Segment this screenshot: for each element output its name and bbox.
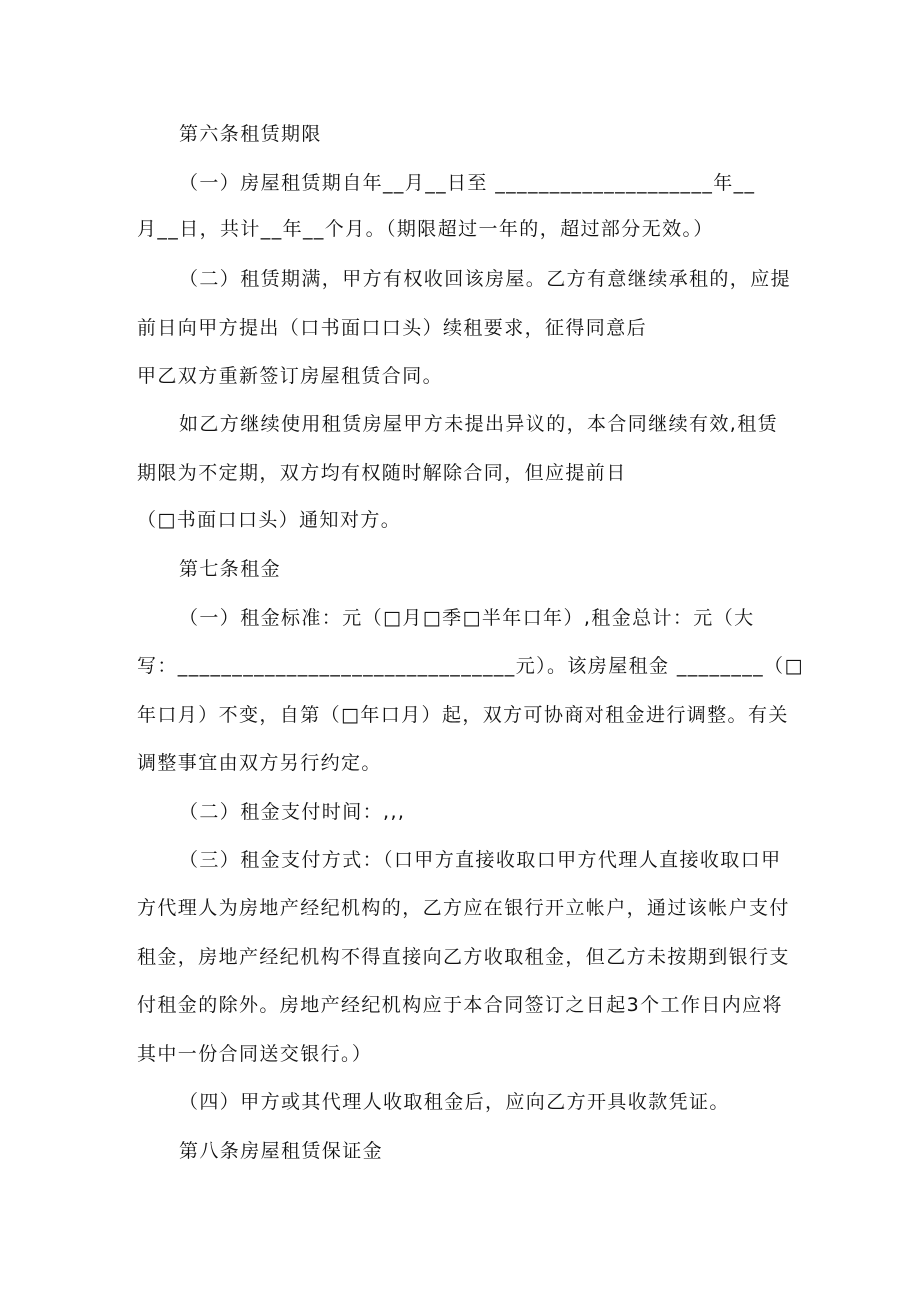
paragraph-line: 租金，房地产经纪机构不得直接向乙方收取租金，但乙方未按期到银行支	[137, 946, 790, 968]
paragraph-line: 如乙方继续使用租赁房屋甲方未提出异议的，本合同继续有效,租赁	[179, 413, 779, 435]
paragraph-line: （二）租金支付时间：,,,	[179, 801, 406, 823]
paragraph-line: （二）租赁期满，甲方有权收回该房屋。乙方有意继续承租的，应提	[179, 268, 792, 290]
article-8-heading: 第八条房屋租赁保证金	[179, 1140, 384, 1162]
paragraph-line: 甲乙双方重新签订房屋租赁合同。	[137, 365, 444, 387]
paragraph-line: （一）房屋租赁期自年__月__日至 ____________________年__	[179, 172, 756, 194]
paragraph-line: 前日向甲方提出（口书面口口头）续租要求，征得同意后	[137, 317, 648, 339]
article-6-heading: 第六条租赁期限	[179, 123, 322, 145]
paragraph-line: 其中一份合同送交银行。）	[137, 1043, 373, 1065]
paragraph-line: （四）甲方或其代理人收取租金后，应向乙方开具收款凭证。	[179, 1091, 730, 1113]
paragraph-line: 方代理人为房地产经纪机构的，乙方应在银行开立帐户，通过该帐户支付	[137, 897, 790, 919]
paragraph-line: （一）租金标准：元（□月□季□半年口年）,租金总计：元（大	[179, 607, 755, 629]
paragraph-line: 写：_______________________________元）。该房屋租金 ________（□	[137, 655, 804, 677]
paragraph-line: 期限为不定期，双方均有权随时解除合同，但应提前日	[137, 462, 627, 484]
article-7-heading: 第七条租金	[179, 558, 282, 580]
paragraph-line: 付租金的除外。房地产经纪机构应于本合同签订之日起3个工作日内应将	[137, 994, 783, 1016]
paragraph-line: （□书面口口头）通知对方。	[137, 509, 402, 531]
paragraph-line: （三）租金支付方式：（口甲方直接收取口甲方代理人直接收取口甲	[179, 849, 782, 871]
paragraph-line: 调整事宜由双方另行约定。	[137, 752, 382, 774]
paragraph-line: 月__日，共计__年__个月。（期限超过一年的，超过部分无效。）	[137, 218, 714, 240]
paragraph-line: 年口月）不变，自第（□年口月）起，双方可协商对租金进行调整。有关	[137, 704, 789, 726]
